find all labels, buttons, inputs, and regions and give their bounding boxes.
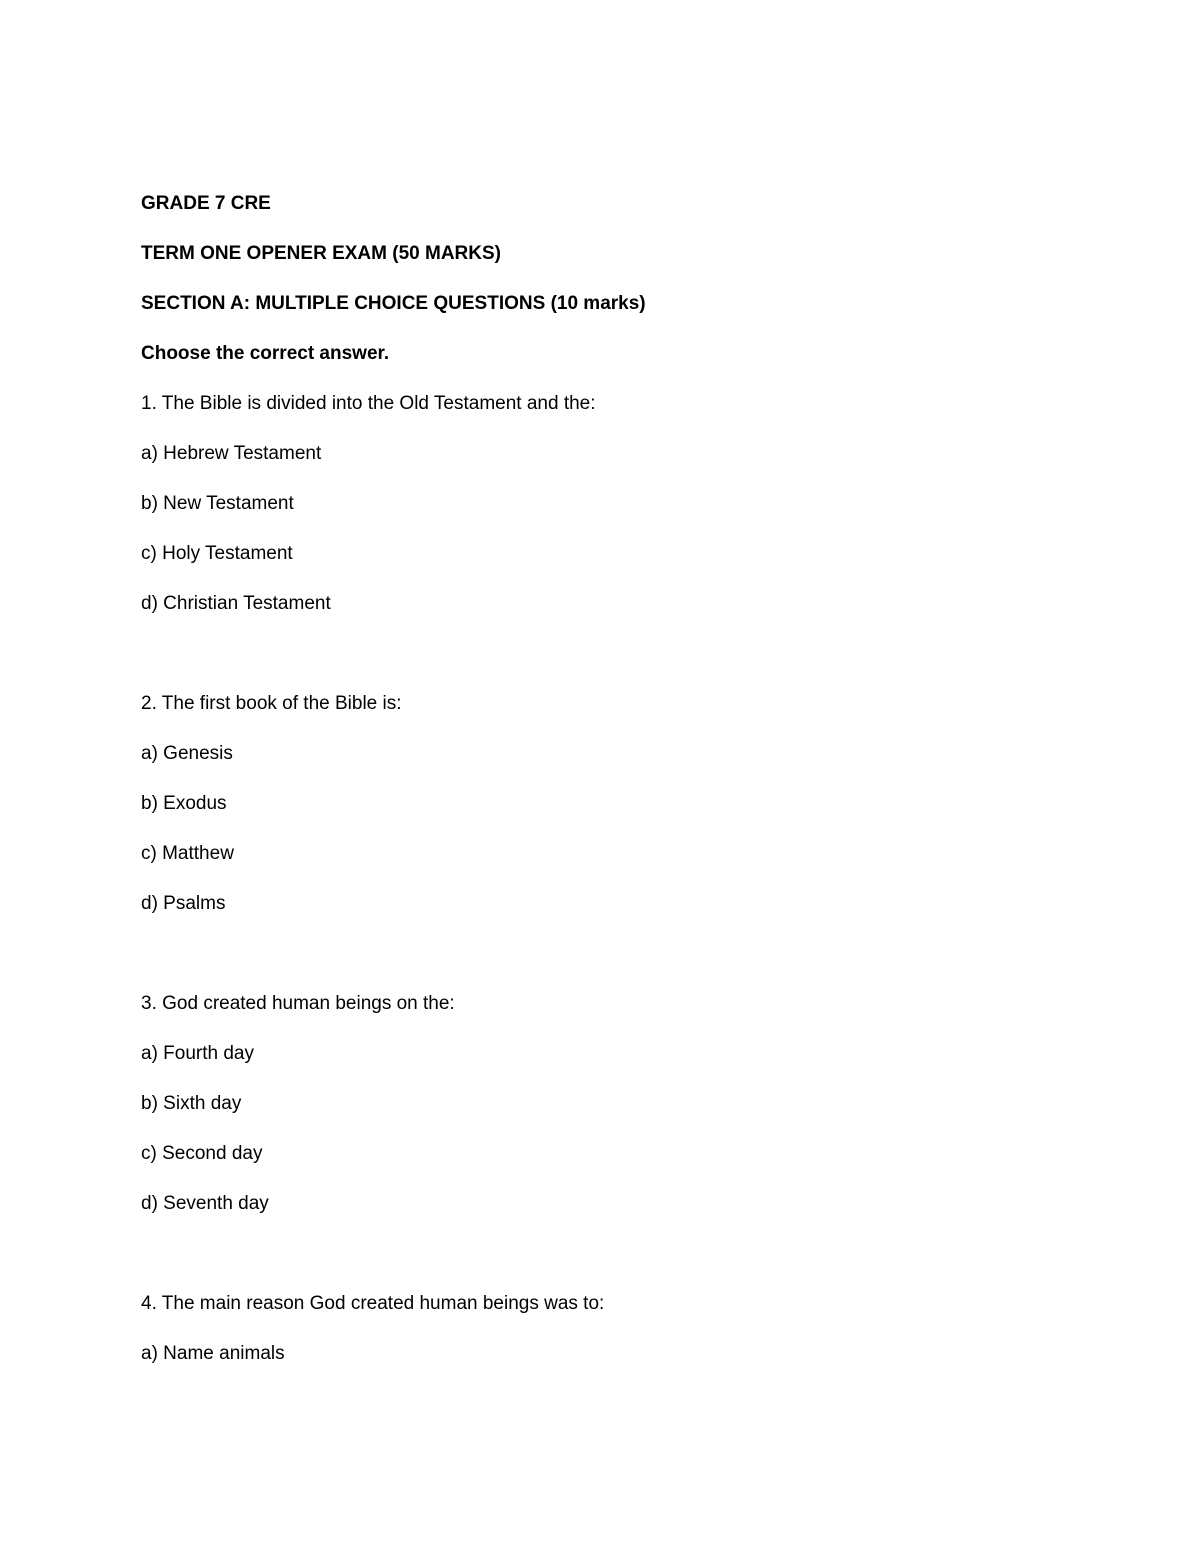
option-b: b) Sixth day (141, 1093, 242, 1114)
question-text: 4. The main reason God created human beings was to: (141, 1293, 605, 1314)
question-text: 2. The first book of the Bible is: (141, 693, 402, 714)
option-b: b) Exodus (141, 793, 227, 814)
section-heading: SECTION A: MULTIPLE CHOICE QUESTIONS (10 marks) (141, 293, 646, 314)
option-c: c) Second day (141, 1143, 263, 1164)
question-1 (141, 390, 1081, 617)
question-spacer (141, 1240, 1081, 1290)
option-a: a) Fourth day (141, 1043, 254, 1064)
question-3 (141, 990, 1081, 1217)
option-a: a) Name animals (141, 1343, 285, 1364)
question-text: 1. The Bible is divided into the Old Testament and the: (141, 393, 596, 414)
option-d: d) Psalms (141, 893, 226, 914)
option-d: d) Christian Testament (141, 593, 331, 614)
question-2 (141, 690, 1081, 917)
question-text: 3. God created human beings on the: (141, 993, 455, 1014)
document-body (141, 190, 1081, 1390)
instruction-text: Choose the correct answer. (141, 343, 390, 364)
exam-title: TERM ONE OPENER EXAM (50 MARKS) (141, 243, 501, 264)
option-c: c) Holy Testament (141, 543, 293, 564)
option-c: c) Matthew (141, 843, 234, 864)
question-spacer (141, 640, 1081, 690)
option-d: d) Seventh day (141, 1193, 269, 1214)
question-spacer (141, 940, 1081, 990)
question-4 (141, 1290, 1081, 1367)
subject-title: GRADE 7 CRE (141, 193, 271, 214)
option-b: b) New Testament (141, 493, 294, 514)
option-a: a) Genesis (141, 743, 233, 764)
option-a: a) Hebrew Testament (141, 443, 322, 464)
